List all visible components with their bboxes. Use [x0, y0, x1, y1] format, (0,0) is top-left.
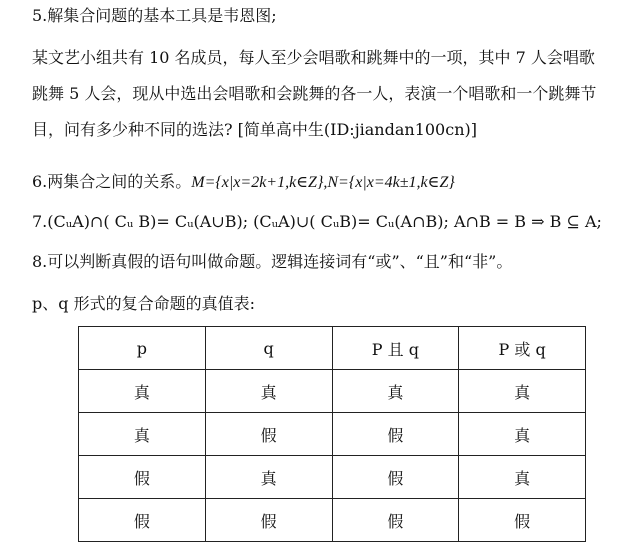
- table-cell: 假: [79, 456, 206, 499]
- header-p: p: [79, 327, 206, 370]
- table-cell: 假: [205, 499, 332, 542]
- item7-line: [32, 212, 602, 232]
- item5-problem-line3: 目，问有多少种不同的选法? [简单高中生(ID:jiandan100cn)]: [32, 120, 477, 139]
- truth-table-caption: p、q 形式的复合命题的真值表:: [32, 294, 255, 313]
- table-cell: 真: [459, 370, 586, 413]
- table-row: [79, 499, 586, 542]
- table-row: [79, 370, 586, 413]
- table-row: [79, 413, 586, 456]
- table-cell: 真: [79, 370, 206, 413]
- table-cell: 假: [459, 499, 586, 542]
- table-cell: 假: [332, 499, 459, 542]
- item5-problem-line1: 某文艺小组共有 10 名成员，每人至少会唱歌和跳舞中的一项，其中 7 人会唱歌: [32, 48, 595, 67]
- item6-line: [32, 172, 455, 193]
- table-cell: 真: [459, 413, 586, 456]
- table-cell: 真: [459, 456, 586, 499]
- table-cell: 真: [79, 413, 206, 456]
- table-cell: 真: [332, 370, 459, 413]
- item5-problem: [32, 40, 612, 148]
- item6-formula: M={x|x=2k+1,k∈Z},N={x|x=4k±1,k∈Z}: [191, 174, 455, 191]
- table-cell: 真: [205, 370, 332, 413]
- truth-table-header-row: [79, 327, 586, 370]
- table-cell: 假: [79, 499, 206, 542]
- item7-formula: 7.(CᵤA)∩( Cᵤ B)= Cᵤ(A∪B); (CᵤA)∪( CᵤB)= Cᵤ(A∩B); A∩B = B ⇒ B ⊆ A;: [32, 212, 602, 231]
- table-cell: 假: [205, 413, 332, 456]
- item6-prefix: 6.两集合之间的关系。: [32, 172, 192, 191]
- item5-heading: 5.解集合问题的基本工具是韦恩图;: [32, 6, 277, 25]
- item5-problem-line2: 跳舞 5 人会，现从中选出会唱歌和会跳舞的各一人，表演一个唱歌和一个跳舞节: [32, 84, 597, 103]
- table-cell: 假: [332, 413, 459, 456]
- table-row: [79, 456, 586, 499]
- truth-table: [78, 326, 586, 542]
- table-cell: 假: [332, 456, 459, 499]
- item8-line: 8.可以判断真假的语句叫做命题。逻辑连接词有“或”、“且”和“非”。: [32, 252, 513, 271]
- header-p-or-q: P 或 q: [459, 327, 586, 370]
- header-q: q: [205, 327, 332, 370]
- table-cell: 真: [205, 456, 332, 499]
- header-p-and-q: P 且 q: [332, 327, 459, 370]
